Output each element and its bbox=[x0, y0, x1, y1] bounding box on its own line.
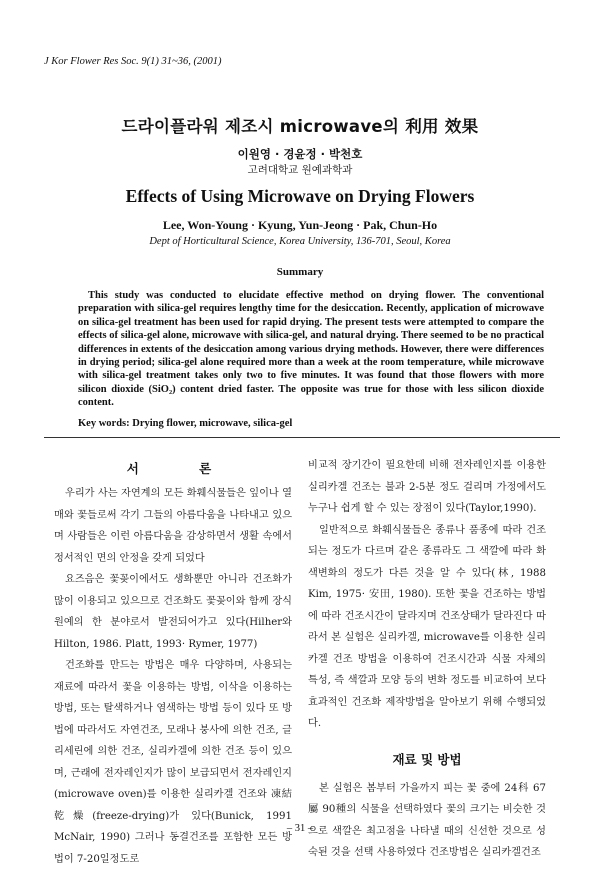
intro-paragraph: 요즈음은 꽃꽂이에서도 생화뿐만 아니라 건조화가 많이 이용되고 있으므로 건조화도 꽃꽂이와 함께 장식원예의 한 분야로서 발전되어가고 있다(Hilher와 Hilton, 1986. Platt, 1993· Rymer, 1977) bbox=[54, 574, 292, 650]
right-column bbox=[308, 455, 546, 864]
affiliation-korean: 고려대학교 원예과학과 bbox=[247, 164, 353, 176]
authors-korean: 이원영 · 경윤정 · 박천호 bbox=[237, 147, 363, 161]
intro-paragraph: 건조화를 만드는 방법은 매우 다양하며, 사용되는 재료에 따라서 꽃을 이용하는 방법, 이삭을 이용하는 방법, 또는 탈색하거나 염색하는 방법 등이 있다 또 방법에 따라서도 자연건조, 모래나 붕사에 의한 건조, 글리세린에 의한 건조, 실리카겔에 의한 건조 등이 있으며, 근래에 전자레인지가 많이 보급되면서 전자레인지(microwave oven)를 이용한 실리카겔 건조와 凍結乾燥(freeze-drying)가 있다(Bunick, 1991 McNair, 1990) 그러나 동결건조를 포함한 모든 방법이 7-20일정도로 bbox=[54, 660, 292, 865]
title-korean: 드라이플라워 제조시 microwave의 利用 效果 bbox=[121, 117, 479, 136]
intro-paragraph: 우리가 사는 자연계의 모든 화훼식물들은 잎이나 열매와 꽃들로써 각기 그들의 아름다움을 나타내고 있으며 사람들은 이런 아름다움을 감상하면서 생활 속에서 정서적인 면의 안정을 갖게 되었다 bbox=[54, 488, 292, 564]
keywords: Key words: Drying flower, microwave, silica-gel bbox=[78, 418, 293, 429]
divider-rule bbox=[44, 437, 560, 438]
page-number: – 31 – bbox=[286, 823, 314, 834]
affiliation-english: Dept of Horticultural Science, Korea University, 136-701, Seoul, Korea bbox=[149, 236, 451, 247]
section-heading-materials-methods: 재료 및 방법 bbox=[392, 751, 462, 767]
intro-paragraph-continued: 비교적 장기간이 필요한데 비해 전자레인지를 이용한 실리카겔 건조는 불과 2-5분 정도 걸리며 가정에서도 누구나 쉽게 할 수 있는 장점이 있다(Taylor,1990). bbox=[308, 460, 546, 514]
summary-body: This study was conducted to elucidate effective method on drying flower. The conventional preparation with silica-gel requires lengthy time for the desiccation. Recently, application of microwave on silica-gel treatment has been used for rapid drying. The present tests were attempted to compare the effects of silica-gel alone, microwave with silica-gel, and natural drying. There seemed to be no practical differences in extents of the desiccation among various drying methods. However, there were differences in drying period; silica-gel alone required more than a week at the room temperature, while microwave with silica-gel treatment takes only two to five minutes. It was found that those flowers with more silicon dioxide (SiO₂) content dried faster. The opposite was true for those with less silicon dioxide content. bbox=[78, 290, 544, 409]
section-heading-introduction: 서 론 bbox=[126, 461, 240, 476]
title-english: Effects of Using Microwave on Drying Flowers bbox=[125, 186, 475, 206]
authors-english: Lee, Won-Young · Kyung, Yun-Jeong · Pak, Chun-Ho bbox=[162, 218, 438, 232]
summary-heading: Summary bbox=[276, 266, 324, 278]
left-column bbox=[54, 455, 292, 870]
methods-paragraph: 본 실험은 봄부터 가을까지 피는 꽃 중에 24科 67屬 90種의 식물을 선택하였다 꽃의 크기는 비슷한 것으로 색깔은 최고점을 나타낼 때의 신선한 것으로 성숙된 것을 선택 사용하였다 건조방법은 실리카겔건조 bbox=[308, 782, 546, 858]
journal-reference: J Kor Flower Res Soc. 9(1) 31~36, (2001) bbox=[44, 56, 222, 67]
intro-paragraph: 일반적으로 화훼식물들은 종류나 품종에 따라 건조되는 정도가 다르며 같은 종류라도 그 색깔에 따라 화색변화의 정도가 다른 것을 알 수 있다(林, 1988 Kim, 1975· 安田, 1980). 또한 꽃을 건조하는 방법에 따라 건조시간이 달라지며 건조상태가 달라진다 따라서 본 실험은 실리카겔, microwave를 이용한 실리카겔 건조 방법을 이용하여 건조시간과 식물 자체의 특성, 즉 색깔과 모양 등의 변화 정도를 비교하여 보다 효과적인 건조화 제작방법을 알아보기 위해 수행되었다. bbox=[308, 524, 546, 729]
